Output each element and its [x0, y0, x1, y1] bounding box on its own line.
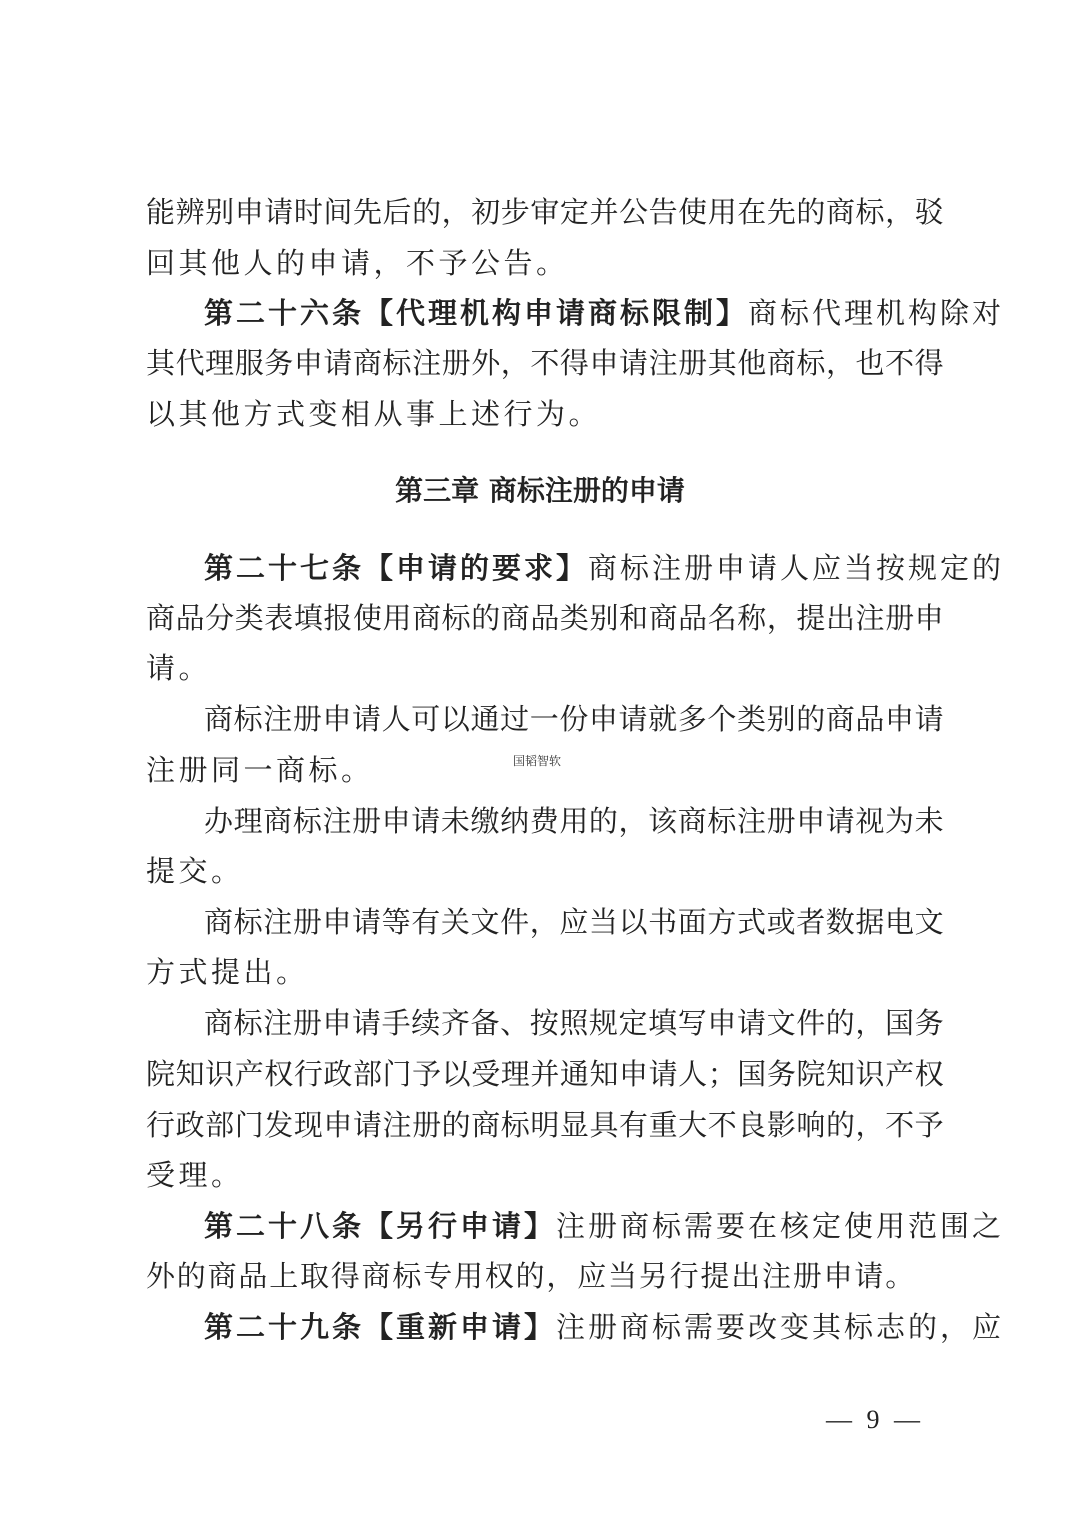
article-28-first-line	[204, 1206, 1005, 1246]
article-text: 注册商标需要在核定使用范围之	[556, 1209, 1005, 1243]
text-line: 行 政 部 门 发 现 申 请 注 册 的 商 标 明 显 具 有 重 大 不 良 影 响 的 ， 不 予	[146, 1108, 944, 1142]
article-29-first-line	[204, 1307, 1005, 1347]
text-line: 方式提出。	[146, 955, 309, 989]
text-line: 院 知 识 产 权 行 政 部 门 予 以 受 理 并 通 知 申 请 人 ； 国 务 院 知 识 产 权	[146, 1057, 944, 1091]
article-text: 商标代理机构除对	[748, 296, 1005, 330]
text-line: 能 辨 别 申 请 时 间 先 后 的 ， 初 步 审 定 并 公 告 使 用 在 先 的 商 标 ， 驳	[146, 195, 944, 229]
text-line: 其 代 理 服 务 申 请 商 标 注 册 外 ， 不 得 申 请 注 册 其 他 商 标 ， 也 不 得	[146, 346, 944, 380]
watermark-text: 国韬智软	[513, 754, 562, 768]
article-title: 第二十六条【代理机构申请商标限制】	[204, 296, 749, 330]
page-number: — 9 —	[826, 1405, 924, 1434]
article-26-first-line	[204, 293, 1005, 333]
text-line: 提交。	[146, 854, 244, 888]
text-line: 以其他方式变相从事上述行为。	[146, 397, 602, 431]
text-line: 请。	[146, 651, 212, 685]
text-line: 商 标 注 册 申 请 手 续 齐 备 、 按 照 规 定 填 写 申 请 文 件 的 ， 国 务	[204, 1006, 944, 1040]
article-title: 第二十七条【申请的要求】	[204, 551, 589, 585]
article-27-first-line	[204, 548, 1005, 588]
text-line: 商 标 注 册 申 请 人 可 以 通 过 一 份 申 请 就 多 个 类 别 的 商 品 申 请	[204, 702, 944, 736]
article-title: 第二十九条【重新申请】	[204, 1310, 557, 1344]
chapter-heading: 第三章 商标注册的申请	[395, 474, 685, 507]
article-title: 第二十八条【另行申请】	[204, 1209, 557, 1243]
text-line: 商 品 分 类 表 填 报 使 用 商 标 的 商 品 类 别 和 商 品 名 称 ， 提 出 注 册 申	[146, 601, 944, 635]
article-text: 商标注册申请人应当按规定的	[588, 551, 1005, 585]
text-line: 商 标 注 册 申 请 等 有 关 文 件 ， 应 当 以 书 面 方 式 或 者 数 据 电 文	[204, 905, 944, 939]
text-line: 注册同一商标。	[146, 753, 374, 787]
article-text: 注册商标需要改变其标志的，应	[556, 1310, 1005, 1344]
text-line: 回其他人的申请，不予公告。	[146, 246, 569, 280]
text-line: 外的商品上取得商标专用权的，应当另行提出注册申请。	[146, 1259, 917, 1293]
text-line: 受理。	[146, 1158, 244, 1192]
text-line: 办 理 商 标 注 册 申 请 未 缴 纳 费 用 的 ， 该 商 标 注 册 申 请 视 为 未	[204, 804, 944, 838]
